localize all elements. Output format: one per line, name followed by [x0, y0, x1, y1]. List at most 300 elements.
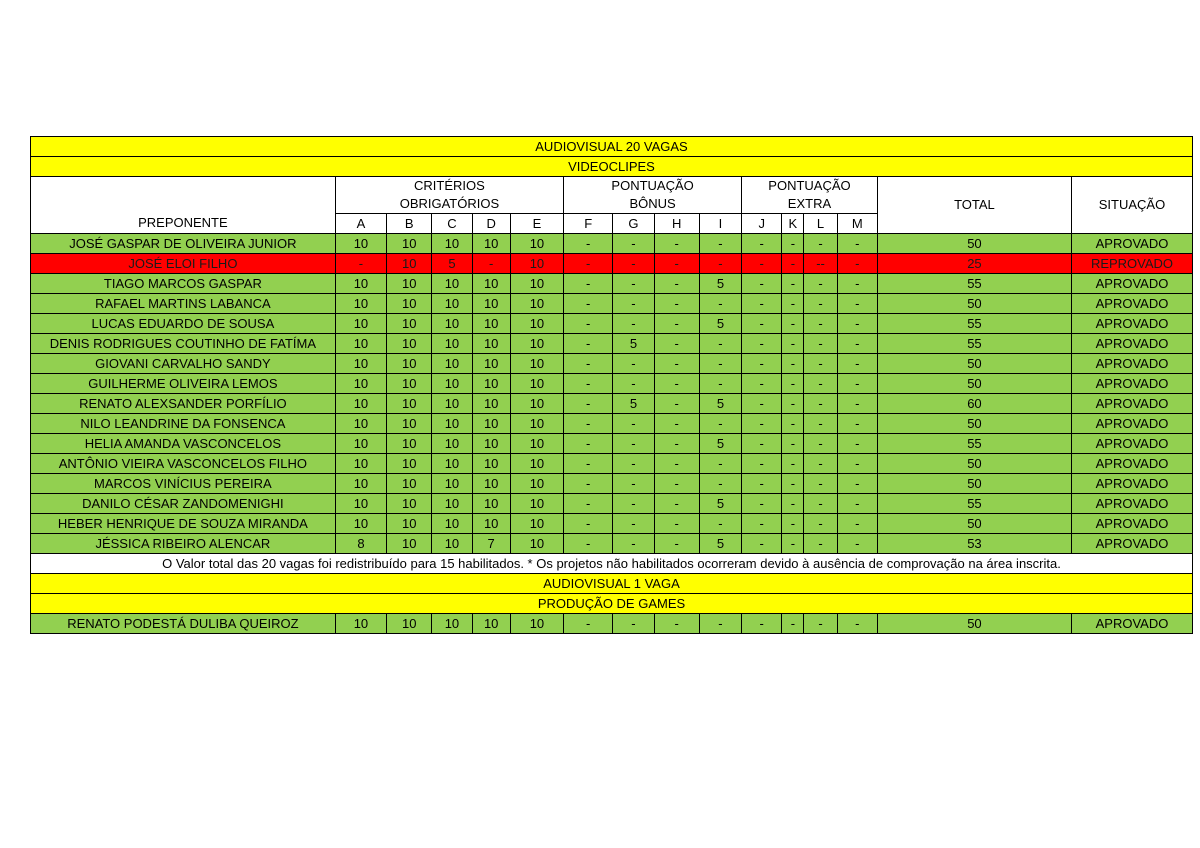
header-situacao: SITUAÇÃO — [1071, 177, 1192, 234]
status-badge: APROVADO — [1071, 374, 1192, 394]
table-row — [31, 334, 1193, 354]
header-criterion-c: C — [432, 214, 472, 234]
score-f: - — [564, 414, 613, 434]
table-row — [31, 514, 1193, 534]
header-preponente: PREPONENTE — [31, 214, 336, 234]
score-g: - — [613, 354, 654, 374]
score-j: - — [742, 614, 782, 634]
score-a: 10 — [335, 474, 386, 494]
score-j: - — [742, 454, 782, 474]
score-h: - — [654, 454, 699, 474]
score-h: - — [654, 314, 699, 334]
score-k: - — [782, 454, 804, 474]
proponent-name: JÉSSICA RIBEIRO ALENCAR — [31, 534, 336, 554]
score-e: 10 — [510, 414, 563, 434]
score-d: - — [472, 254, 510, 274]
score-j: - — [742, 254, 782, 274]
score-m: - — [837, 274, 877, 294]
score-m: - — [837, 514, 877, 534]
score-j: - — [742, 294, 782, 314]
table-row — [31, 274, 1193, 294]
results-table — [30, 136, 1193, 634]
score-d: 10 — [472, 354, 510, 374]
score-b: 10 — [387, 234, 432, 254]
score-g: 5 — [613, 394, 654, 414]
score-i: - — [699, 414, 741, 434]
score-c: 10 — [432, 474, 472, 494]
score-i: - — [699, 334, 741, 354]
score-c: 10 — [432, 414, 472, 434]
score-d: 10 — [472, 614, 510, 634]
table-row — [31, 294, 1193, 314]
score-m: - — [837, 614, 877, 634]
score-k: - — [782, 254, 804, 274]
score-e: 10 — [510, 474, 563, 494]
score-g: - — [613, 434, 654, 454]
score-k: - — [782, 534, 804, 554]
header-group-bonus-line1: PONTUAÇÃO — [611, 178, 694, 193]
header-group-extra — [742, 177, 878, 214]
proponent-name: RAFAEL MARTINS LABANCA — [31, 294, 336, 314]
status-badge: APROVADO — [1071, 394, 1192, 414]
status-badge: APROVADO — [1071, 274, 1192, 294]
score-e: 10 — [510, 274, 563, 294]
score-f: - — [564, 254, 613, 274]
score-d: 10 — [472, 454, 510, 474]
section1-subtitle-row — [31, 157, 1193, 177]
table-row — [31, 234, 1193, 254]
header-criterion-a: A — [335, 214, 386, 234]
score-j: - — [742, 494, 782, 514]
score-l: - — [804, 514, 837, 534]
table-row — [31, 534, 1193, 554]
proponent-name: DENIS RODRIGUES COUTINHO DE FATÍMA — [31, 334, 336, 354]
score-e: 10 — [510, 434, 563, 454]
score-j: - — [742, 234, 782, 254]
score-c: 10 — [432, 494, 472, 514]
section1-title: AUDIOVISUAL 20 VAGAS — [31, 137, 1193, 157]
score-k: - — [782, 614, 804, 634]
table-row — [31, 254, 1193, 274]
score-j: - — [742, 354, 782, 374]
score-i: - — [699, 454, 741, 474]
section2-subtitle-row — [31, 594, 1193, 614]
score-c: 10 — [432, 434, 472, 454]
score-d: 10 — [472, 494, 510, 514]
score-a: 10 — [335, 294, 386, 314]
header-criterion-i: I — [699, 214, 741, 234]
score-e: 10 — [510, 314, 563, 334]
header-group-extra-line2: EXTRA — [787, 196, 832, 211]
score-g: - — [613, 534, 654, 554]
score-h: - — [654, 474, 699, 494]
score-h: - — [654, 254, 699, 274]
score-i: - — [699, 374, 741, 394]
score-h: - — [654, 234, 699, 254]
score-c: 10 — [432, 314, 472, 334]
score-l: - — [804, 314, 837, 334]
score-g: - — [613, 314, 654, 334]
score-k: - — [782, 334, 804, 354]
header-criterion-k: K — [782, 214, 804, 234]
total-score: 50 — [877, 294, 1071, 314]
header-blank — [31, 177, 336, 214]
score-i: 5 — [699, 314, 741, 334]
score-i: 5 — [699, 434, 741, 454]
status-badge: APROVADO — [1071, 354, 1192, 374]
header-total: TOTAL — [877, 177, 1071, 234]
score-f: - — [564, 374, 613, 394]
header-criterion-l: L — [804, 214, 837, 234]
score-j: - — [742, 274, 782, 294]
header-group-obrigatorios-line2: OBRIGATÓRIOS — [399, 196, 500, 211]
score-a: 10 — [335, 514, 386, 534]
score-i: - — [699, 354, 741, 374]
table-row — [31, 394, 1193, 414]
score-i: - — [699, 474, 741, 494]
score-e: 10 — [510, 254, 563, 274]
score-k: - — [782, 314, 804, 334]
score-c: 10 — [432, 514, 472, 534]
header-group-obrigatorios — [335, 177, 563, 214]
score-j: - — [742, 414, 782, 434]
score-e: 10 — [510, 454, 563, 474]
score-m: - — [837, 494, 877, 514]
proponent-name: GIOVANI CARVALHO SANDY — [31, 354, 336, 374]
header-criterion-m: M — [837, 214, 877, 234]
header-criterion-e: E — [510, 214, 563, 234]
score-a: 8 — [335, 534, 386, 554]
total-score: 50 — [877, 474, 1071, 494]
score-l: - — [804, 354, 837, 374]
score-j: - — [742, 434, 782, 454]
score-f: - — [564, 294, 613, 314]
status-badge: APROVADO — [1071, 414, 1192, 434]
score-i: 5 — [699, 274, 741, 294]
score-h: - — [654, 614, 699, 634]
score-h: - — [654, 494, 699, 514]
score-j: - — [742, 474, 782, 494]
score-f: - — [564, 614, 613, 634]
score-l: - — [804, 614, 837, 634]
score-d: 10 — [472, 234, 510, 254]
total-score: 53 — [877, 534, 1071, 554]
score-f: - — [564, 514, 613, 534]
total-score: 25 — [877, 254, 1071, 274]
table-row — [31, 474, 1193, 494]
score-m: - — [837, 294, 877, 314]
score-f: - — [564, 274, 613, 294]
total-score: 55 — [877, 314, 1071, 334]
score-k: - — [782, 274, 804, 294]
header-group-bonus — [564, 177, 742, 214]
score-d: 10 — [472, 474, 510, 494]
score-g: - — [613, 474, 654, 494]
score-f: - — [564, 534, 613, 554]
proponent-name: MARCOS VINÍCIUS PEREIRA — [31, 474, 336, 494]
score-g: - — [613, 374, 654, 394]
score-k: - — [782, 354, 804, 374]
proponent-name: LUCAS EDUARDO DE SOUSA — [31, 314, 336, 334]
header-criterion-b: B — [387, 214, 432, 234]
score-m: - — [837, 434, 877, 454]
header-criterion-d: D — [472, 214, 510, 234]
proponent-name: HEBER HENRIQUE DE SOUZA MIRANDA — [31, 514, 336, 534]
score-d: 10 — [472, 274, 510, 294]
score-g: - — [613, 234, 654, 254]
score-m: - — [837, 454, 877, 474]
total-score: 50 — [877, 414, 1071, 434]
score-d: 10 — [472, 294, 510, 314]
score-i: - — [699, 514, 741, 534]
proponent-name: GUILHERME OLIVEIRA LEMOS — [31, 374, 336, 394]
score-m: - — [837, 334, 877, 354]
score-b: 10 — [387, 434, 432, 454]
score-h: - — [654, 434, 699, 454]
score-a: 10 — [335, 494, 386, 514]
proponent-name: ANTÔNIO VIEIRA VASCONCELOS FILHO — [31, 454, 336, 474]
table-row — [31, 434, 1193, 454]
table-row — [31, 374, 1193, 394]
score-h: - — [654, 534, 699, 554]
status-badge: APROVADO — [1071, 294, 1192, 314]
status-badge: APROVADO — [1071, 434, 1192, 454]
score-l: -- — [804, 254, 837, 274]
score-b: 10 — [387, 394, 432, 414]
score-m: - — [837, 394, 877, 414]
table-row — [31, 494, 1193, 514]
score-l: - — [804, 394, 837, 414]
score-f: - — [564, 314, 613, 334]
score-m: - — [837, 374, 877, 394]
score-c: 10 — [432, 294, 472, 314]
total-score: 50 — [877, 234, 1071, 254]
score-h: - — [654, 274, 699, 294]
score-j: - — [742, 394, 782, 414]
score-l: - — [804, 374, 837, 394]
score-g: - — [613, 614, 654, 634]
score-j: - — [742, 334, 782, 354]
score-g: - — [613, 514, 654, 534]
header-criterion-j: J — [742, 214, 782, 234]
score-f: - — [564, 474, 613, 494]
score-m: - — [837, 474, 877, 494]
score-a: 10 — [335, 394, 386, 414]
score-k: - — [782, 514, 804, 534]
status-badge: APROVADO — [1071, 334, 1192, 354]
score-e: 10 — [510, 354, 563, 374]
score-l: - — [804, 334, 837, 354]
score-b: 10 — [387, 354, 432, 374]
proponent-name: HELIA AMANDA VASCONCELOS — [31, 434, 336, 454]
score-g: - — [613, 494, 654, 514]
score-c: 10 — [432, 234, 472, 254]
score-e: 10 — [510, 494, 563, 514]
header-group-obrigatorios-line1: CRITÉRIOS — [414, 178, 485, 193]
score-a: - — [335, 254, 386, 274]
proponent-name: JOSÉ ELOI FILHO — [31, 254, 336, 274]
score-c: 10 — [432, 614, 472, 634]
score-c: 10 — [432, 274, 472, 294]
score-l: - — [804, 454, 837, 474]
score-a: 10 — [335, 234, 386, 254]
header-group-extra-line1: PONTUAÇÃO — [768, 178, 851, 193]
section2-subtitle: PRODUÇÃO DE GAMES — [31, 594, 1193, 614]
score-e: 10 — [510, 534, 563, 554]
score-b: 10 — [387, 374, 432, 394]
status-badge: APROVADO — [1071, 234, 1192, 254]
score-g: - — [613, 254, 654, 274]
total-score: 50 — [877, 514, 1071, 534]
score-c: 10 — [432, 454, 472, 474]
total-score: 50 — [877, 454, 1071, 474]
score-m: - — [837, 234, 877, 254]
score-d: 10 — [472, 314, 510, 334]
score-l: - — [804, 234, 837, 254]
score-f: - — [564, 454, 613, 474]
header-criterion-g: G — [613, 214, 654, 234]
score-b: 10 — [387, 414, 432, 434]
proponent-name: JOSÉ GASPAR DE OLIVEIRA JUNIOR — [31, 234, 336, 254]
status-badge: APROVADO — [1071, 614, 1192, 634]
score-e: 10 — [510, 334, 563, 354]
score-l: - — [804, 414, 837, 434]
proponent-name: RENATO PODESTÁ DULIBA QUEIROZ — [31, 614, 336, 634]
score-a: 10 — [335, 314, 386, 334]
score-m: - — [837, 254, 877, 274]
score-k: - — [782, 474, 804, 494]
score-f: - — [564, 394, 613, 414]
score-i: - — [699, 614, 741, 634]
status-badge: REPROVADO — [1071, 254, 1192, 274]
score-d: 10 — [472, 434, 510, 454]
score-d: 10 — [472, 414, 510, 434]
score-g: - — [613, 274, 654, 294]
status-badge: APROVADO — [1071, 314, 1192, 334]
score-m: - — [837, 534, 877, 554]
table-row — [31, 454, 1193, 474]
score-h: - — [654, 394, 699, 414]
score-e: 10 — [510, 394, 563, 414]
score-g: 5 — [613, 334, 654, 354]
score-c: 10 — [432, 334, 472, 354]
score-l: - — [804, 534, 837, 554]
proponent-name: DANILO CÉSAR ZANDOMENIGHI — [31, 494, 336, 514]
score-b: 10 — [387, 254, 432, 274]
score-b: 10 — [387, 494, 432, 514]
score-g: - — [613, 294, 654, 314]
status-badge: APROVADO — [1071, 534, 1192, 554]
score-i: - — [699, 294, 741, 314]
score-d: 10 — [472, 334, 510, 354]
total-score: 55 — [877, 434, 1071, 454]
score-g: - — [613, 414, 654, 434]
header-criterion-f: F — [564, 214, 613, 234]
section1-subtitle: VIDEOCLIPES — [31, 157, 1193, 177]
section2-title: AUDIOVISUAL 1 VAGA — [31, 574, 1193, 594]
score-l: - — [804, 274, 837, 294]
proponent-name: TIAGO MARCOS GASPAR — [31, 274, 336, 294]
total-score: 50 — [877, 374, 1071, 394]
note-row — [31, 554, 1193, 574]
table-row — [31, 614, 1193, 634]
total-score: 55 — [877, 334, 1071, 354]
score-k: - — [782, 414, 804, 434]
score-a: 10 — [335, 274, 386, 294]
score-h: - — [654, 334, 699, 354]
score-k: - — [782, 234, 804, 254]
score-d: 10 — [472, 514, 510, 534]
score-b: 10 — [387, 294, 432, 314]
score-e: 10 — [510, 294, 563, 314]
score-k: - — [782, 394, 804, 414]
score-f: - — [564, 354, 613, 374]
score-c: 10 — [432, 534, 472, 554]
proponent-name: RENATO ALEXSANDER PORFÍLIO — [31, 394, 336, 414]
score-c: 10 — [432, 394, 472, 414]
score-b: 10 — [387, 274, 432, 294]
score-a: 10 — [335, 454, 386, 474]
table-row — [31, 414, 1193, 434]
score-h: - — [654, 374, 699, 394]
score-f: - — [564, 234, 613, 254]
score-e: 10 — [510, 374, 563, 394]
score-f: - — [564, 494, 613, 514]
score-c: 5 — [432, 254, 472, 274]
score-g: - — [613, 454, 654, 474]
proponent-name: NILO LEANDRINE DA FONSENCA — [31, 414, 336, 434]
total-score: 55 — [877, 494, 1071, 514]
score-b: 10 — [387, 454, 432, 474]
score-a: 10 — [335, 374, 386, 394]
score-i: 5 — [699, 394, 741, 414]
score-l: - — [804, 494, 837, 514]
table-row — [31, 314, 1193, 334]
status-badge: APROVADO — [1071, 514, 1192, 534]
score-h: - — [654, 354, 699, 374]
score-h: - — [654, 294, 699, 314]
score-a: 10 — [335, 334, 386, 354]
total-score: 55 — [877, 274, 1071, 294]
total-score: 50 — [877, 354, 1071, 374]
score-h: - — [654, 514, 699, 534]
score-e: 10 — [510, 234, 563, 254]
score-a: 10 — [335, 434, 386, 454]
score-a: 10 — [335, 614, 386, 634]
score-e: 10 — [510, 614, 563, 634]
score-f: - — [564, 334, 613, 354]
score-b: 10 — [387, 534, 432, 554]
score-d: 10 — [472, 394, 510, 414]
score-a: 10 — [335, 354, 386, 374]
score-b: 10 — [387, 614, 432, 634]
score-a: 10 — [335, 414, 386, 434]
score-k: - — [782, 294, 804, 314]
score-l: - — [804, 474, 837, 494]
table-row — [31, 354, 1193, 374]
section2-title-row — [31, 574, 1193, 594]
score-i: - — [699, 254, 741, 274]
header-criterion-h: H — [654, 214, 699, 234]
score-l: - — [804, 294, 837, 314]
score-m: - — [837, 354, 877, 374]
score-b: 10 — [387, 314, 432, 334]
score-b: 10 — [387, 334, 432, 354]
score-b: 10 — [387, 514, 432, 534]
score-i: - — [699, 234, 741, 254]
score-m: - — [837, 314, 877, 334]
score-e: 10 — [510, 514, 563, 534]
